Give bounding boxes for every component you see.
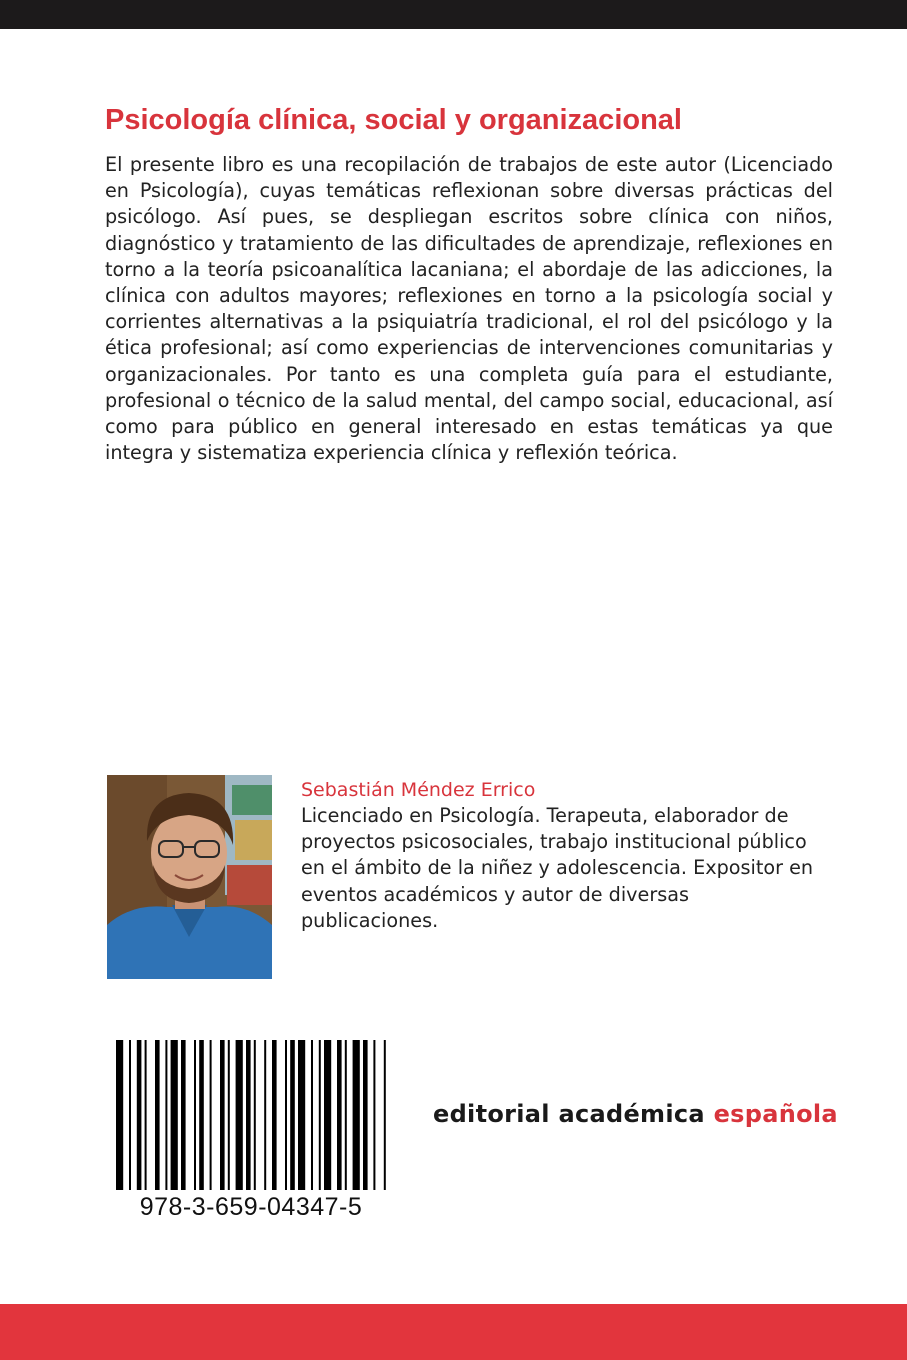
barcode-bar xyxy=(264,1040,266,1190)
barcode-bar xyxy=(353,1040,360,1190)
barcode-bar xyxy=(129,1040,131,1190)
barcode-bar xyxy=(285,1040,287,1190)
barcode-bar xyxy=(363,1040,368,1190)
publisher-logo xyxy=(433,1094,838,1134)
author-name: Sebastián Méndez Errico xyxy=(301,779,536,801)
author-bio: Licenciado en Psicología. Terapeuta, elaborador de proyectos psicosociales, trabajo institucional público en el ámbito de la niñez y adolescencia. Expositor en eventos académicos y autor de diversas publicaciones. xyxy=(301,804,814,932)
barcode-bars xyxy=(106,1034,396,1190)
book-title: Psicología clínica, social y organizacional xyxy=(105,104,682,136)
barcode-bar xyxy=(254,1040,256,1190)
barcode-bar xyxy=(345,1040,347,1190)
barcode-bar xyxy=(228,1040,230,1190)
barcode-bar xyxy=(145,1040,147,1190)
author-photo xyxy=(107,775,272,979)
barcode-bar xyxy=(155,1040,160,1190)
publisher-name-main: editorial académica xyxy=(433,1100,705,1128)
barcode-bar xyxy=(220,1040,225,1190)
barcode-bar xyxy=(384,1040,386,1190)
isbn-number: 978-3-659-04347-5 xyxy=(139,1193,363,1221)
barcode-bar xyxy=(298,1040,305,1190)
barcode-bar xyxy=(165,1040,167,1190)
barcode-bar xyxy=(236,1040,243,1190)
barcode-bar xyxy=(319,1040,321,1190)
barcode-bar xyxy=(194,1040,196,1190)
barcode-bar xyxy=(246,1040,251,1190)
barcode-bar xyxy=(210,1040,212,1190)
book-description: El presente libro es una recopilación de trabajos de este autor (Licenciado en Psicología), cuyas temáticas reflexionan sobre diversas prácticas del psicólogo. Así pues, se despliegan escritos sobre clínica con niños, diagnóstico y tratamiento de las dificultades de aprendizaje, reflexiones en torno a la teoría psicoanalítica lacaniana; el abordaje de las adicciones, la clínica con adultos mayores; reflexiones en torno a la psicología social y corrientes alternativas a la psiquiatría tradicional, el rol del psicólogo y la ética profesional; así como experiencias de intervenciones comunitarias y organizacionales. Por tanto es una completa guía para el estudiante, profesional o técnico de la salud mental, del campo social, educacional, así como para público en general interesado en estas temáticas ya que integra y sistematiza experiencia clínica y reflexión teórica. xyxy=(105,153,833,465)
publisher-name-accent: española xyxy=(713,1100,838,1128)
barcode-bar xyxy=(137,1040,142,1190)
barcode-bar xyxy=(290,1040,295,1190)
barcode-bar xyxy=(337,1040,342,1190)
barcode-bar xyxy=(116,1040,123,1190)
barcode-bar xyxy=(181,1040,186,1190)
top-border-bar xyxy=(0,0,907,29)
barcode-bar xyxy=(324,1040,331,1190)
bottom-border-bar xyxy=(0,1304,907,1360)
author-portrait-illustration xyxy=(107,775,272,979)
barcode-bar xyxy=(311,1040,313,1190)
barcode-bar xyxy=(272,1040,277,1190)
barcode-bar xyxy=(171,1040,178,1190)
barcode-bar xyxy=(199,1040,204,1190)
isbn-barcode xyxy=(106,1034,396,1230)
barcode-bar xyxy=(373,1040,375,1190)
